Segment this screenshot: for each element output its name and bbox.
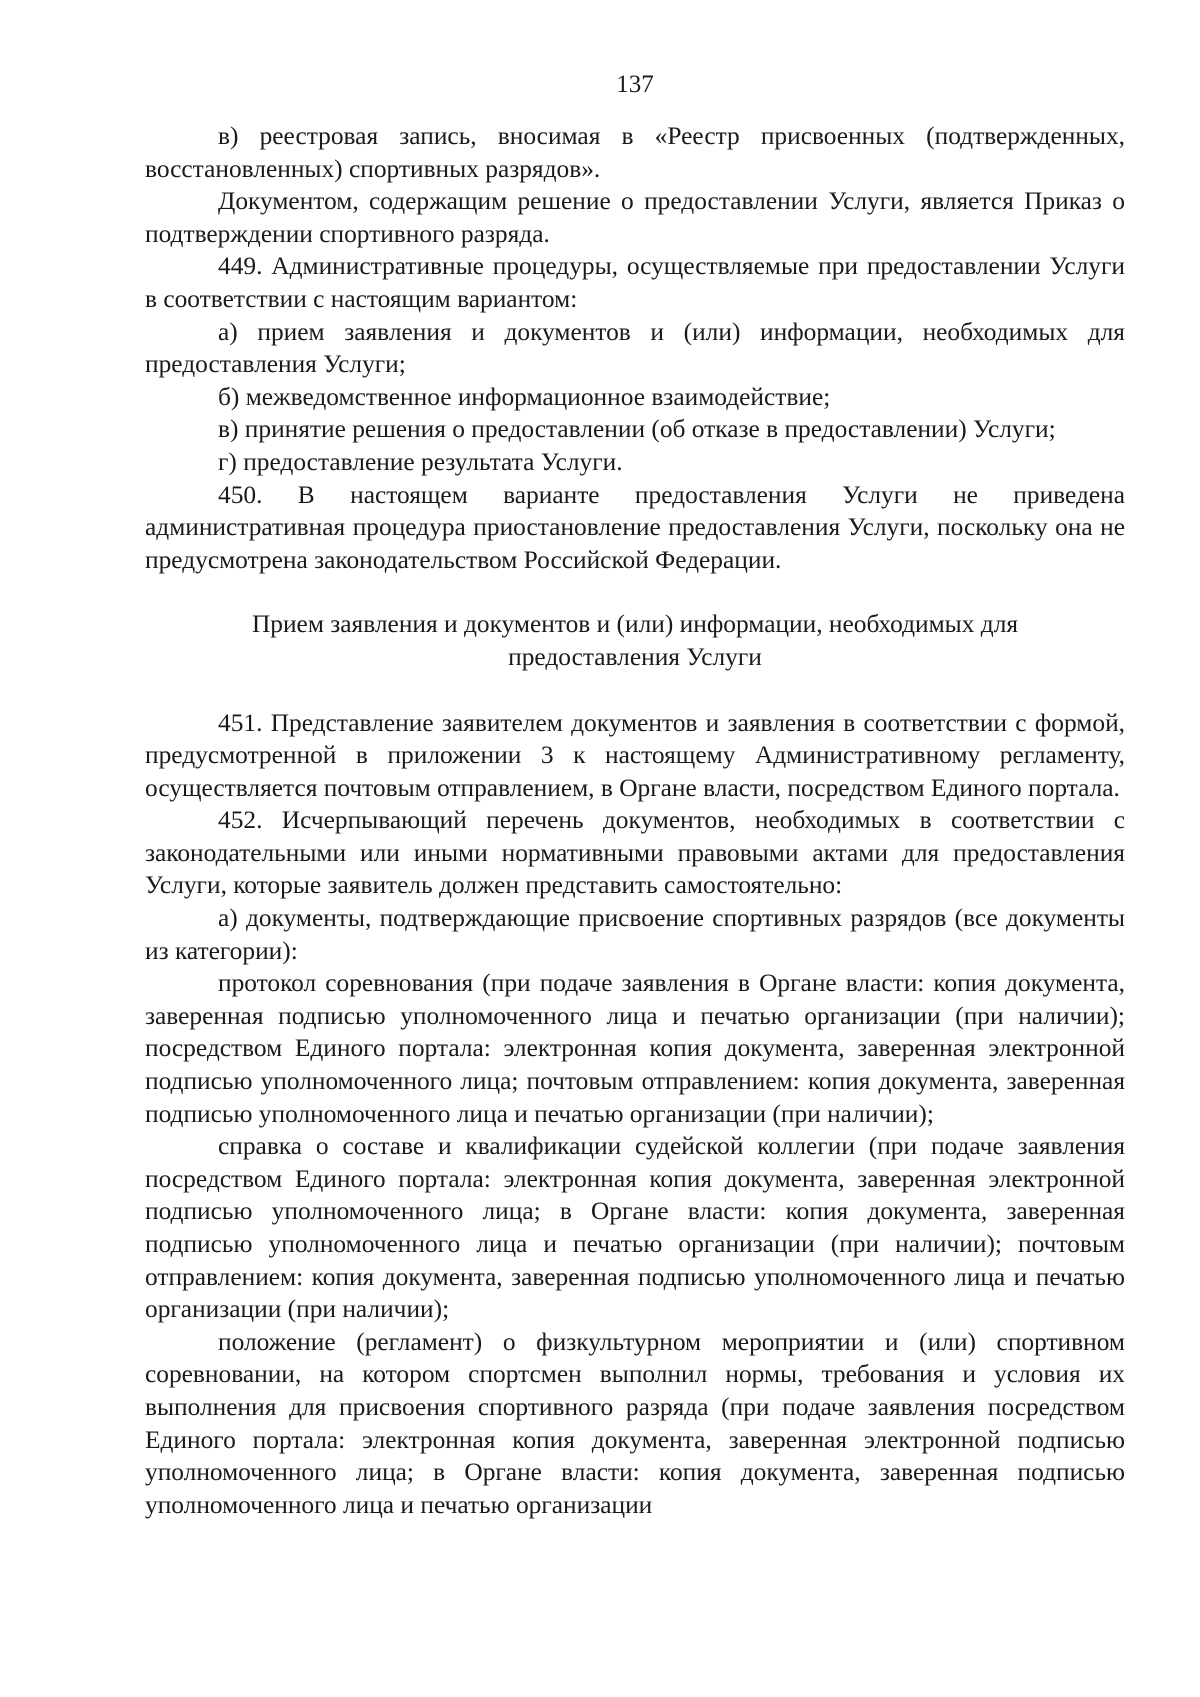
paragraph-452-item-a: а) документы, подтверждающие присвоение спортивных разрядов (все документы из категории): xyxy=(145,904,1125,965)
paragraph-list-item-a: а) прием заявления и документов и (или) информации, необходимых для предоставления Услуги; xyxy=(145,317,1125,379)
paragraph-449: 449. Административные процедуры, осуществляемые при предоставлении Услуги в соответствии с настоящим вариантом: xyxy=(145,252,1125,313)
paragraph-452: 452. Исчерпывающий перечень документов, необходимых в соответствии с законодательными или иными нормативными правовыми актами для предоставления Услуги, которые заявитель должен представить самостоятельно: xyxy=(145,806,1125,900)
page-number: 137 xyxy=(616,71,654,98)
paragraph-result-document: Документом, содержащим решение о предоставлении Услуги, является Приказ о подтверждении спортивного разряда. xyxy=(145,187,1125,248)
paragraph-list-item-v: в) реестровая запись, вносимая в «Реестр присвоенных (подтвержденных, восстановленных) спортивных разрядов». xyxy=(145,122,1125,183)
paragraph-competition-protocol: протокол соревнования (при подаче заявления в Органе власти: копия документа, заверенная подписью уполномоченного лица и печатью организации (при наличии); посредством Единого портала: электронная копия документа, заверенная электронной подписью уполномоченного лица; почтовым отправлением: копия документа, заверенная подписью уполномоченного лица и печатью организации (при наличии); xyxy=(145,969,1125,1128)
section-heading: Прием заявления и документов и (или) информации, необходимых для предоставления Услуги xyxy=(251,610,1019,671)
paragraph-451: 451. Представление заявителем документов и заявления в соответствии с формой, предусмотренной в приложении 3 к настоящему Административному регламенту, осуществляется почтовым отправлением, в Органе власти, посредством Единого портала. xyxy=(145,708,1125,802)
paragraph-judges-certificate: справка о составе и квалификации судейской коллегии (при подаче заявления посредством Единого портала: электронная копия документа, заверенная электронной подписью уполномоченного лица; в Органе власти: копия документа, заверенная подписью уполномоченного лица и печатью организации (при наличии); почтовым отправлением: копия документа, заверенная подписью уполномоченного лица и печатью организации (при наличии); xyxy=(145,1132,1125,1324)
document-body xyxy=(145,120,1125,1521)
paragraph-list-item-b: б) межведомственное информационное взаимодействие; xyxy=(218,382,831,411)
paragraph-450: 450. В настоящем варианте предоставления Услуги не приведена административная процедура приостановление предоставления Услуги, поскольку она не предусмотрена законодательством Российской Федерации. xyxy=(145,480,1125,574)
paragraph-competition-regulations: положение (регламент) о физкультурном мероприятии и (или) спортивном соревновании, на котором спортсмен выполнил нормы, требования и условия их выполнения для присвоения спортивного разряда (при подаче заявления посредством Единого портала: электронная копия документа, заверенная электронной подписью уполномоченного лица; в Органе власти: копия документа, заверенная подписью уполномоченного лица и печатью организации xyxy=(145,1327,1125,1519)
paragraph-list-item-g: г) предоставление результата Услуги. xyxy=(218,447,623,476)
paragraph-list-item-v2: в) принятие решения о предоставлении (об отказе в предоставлении) Услуги; xyxy=(218,415,1056,444)
